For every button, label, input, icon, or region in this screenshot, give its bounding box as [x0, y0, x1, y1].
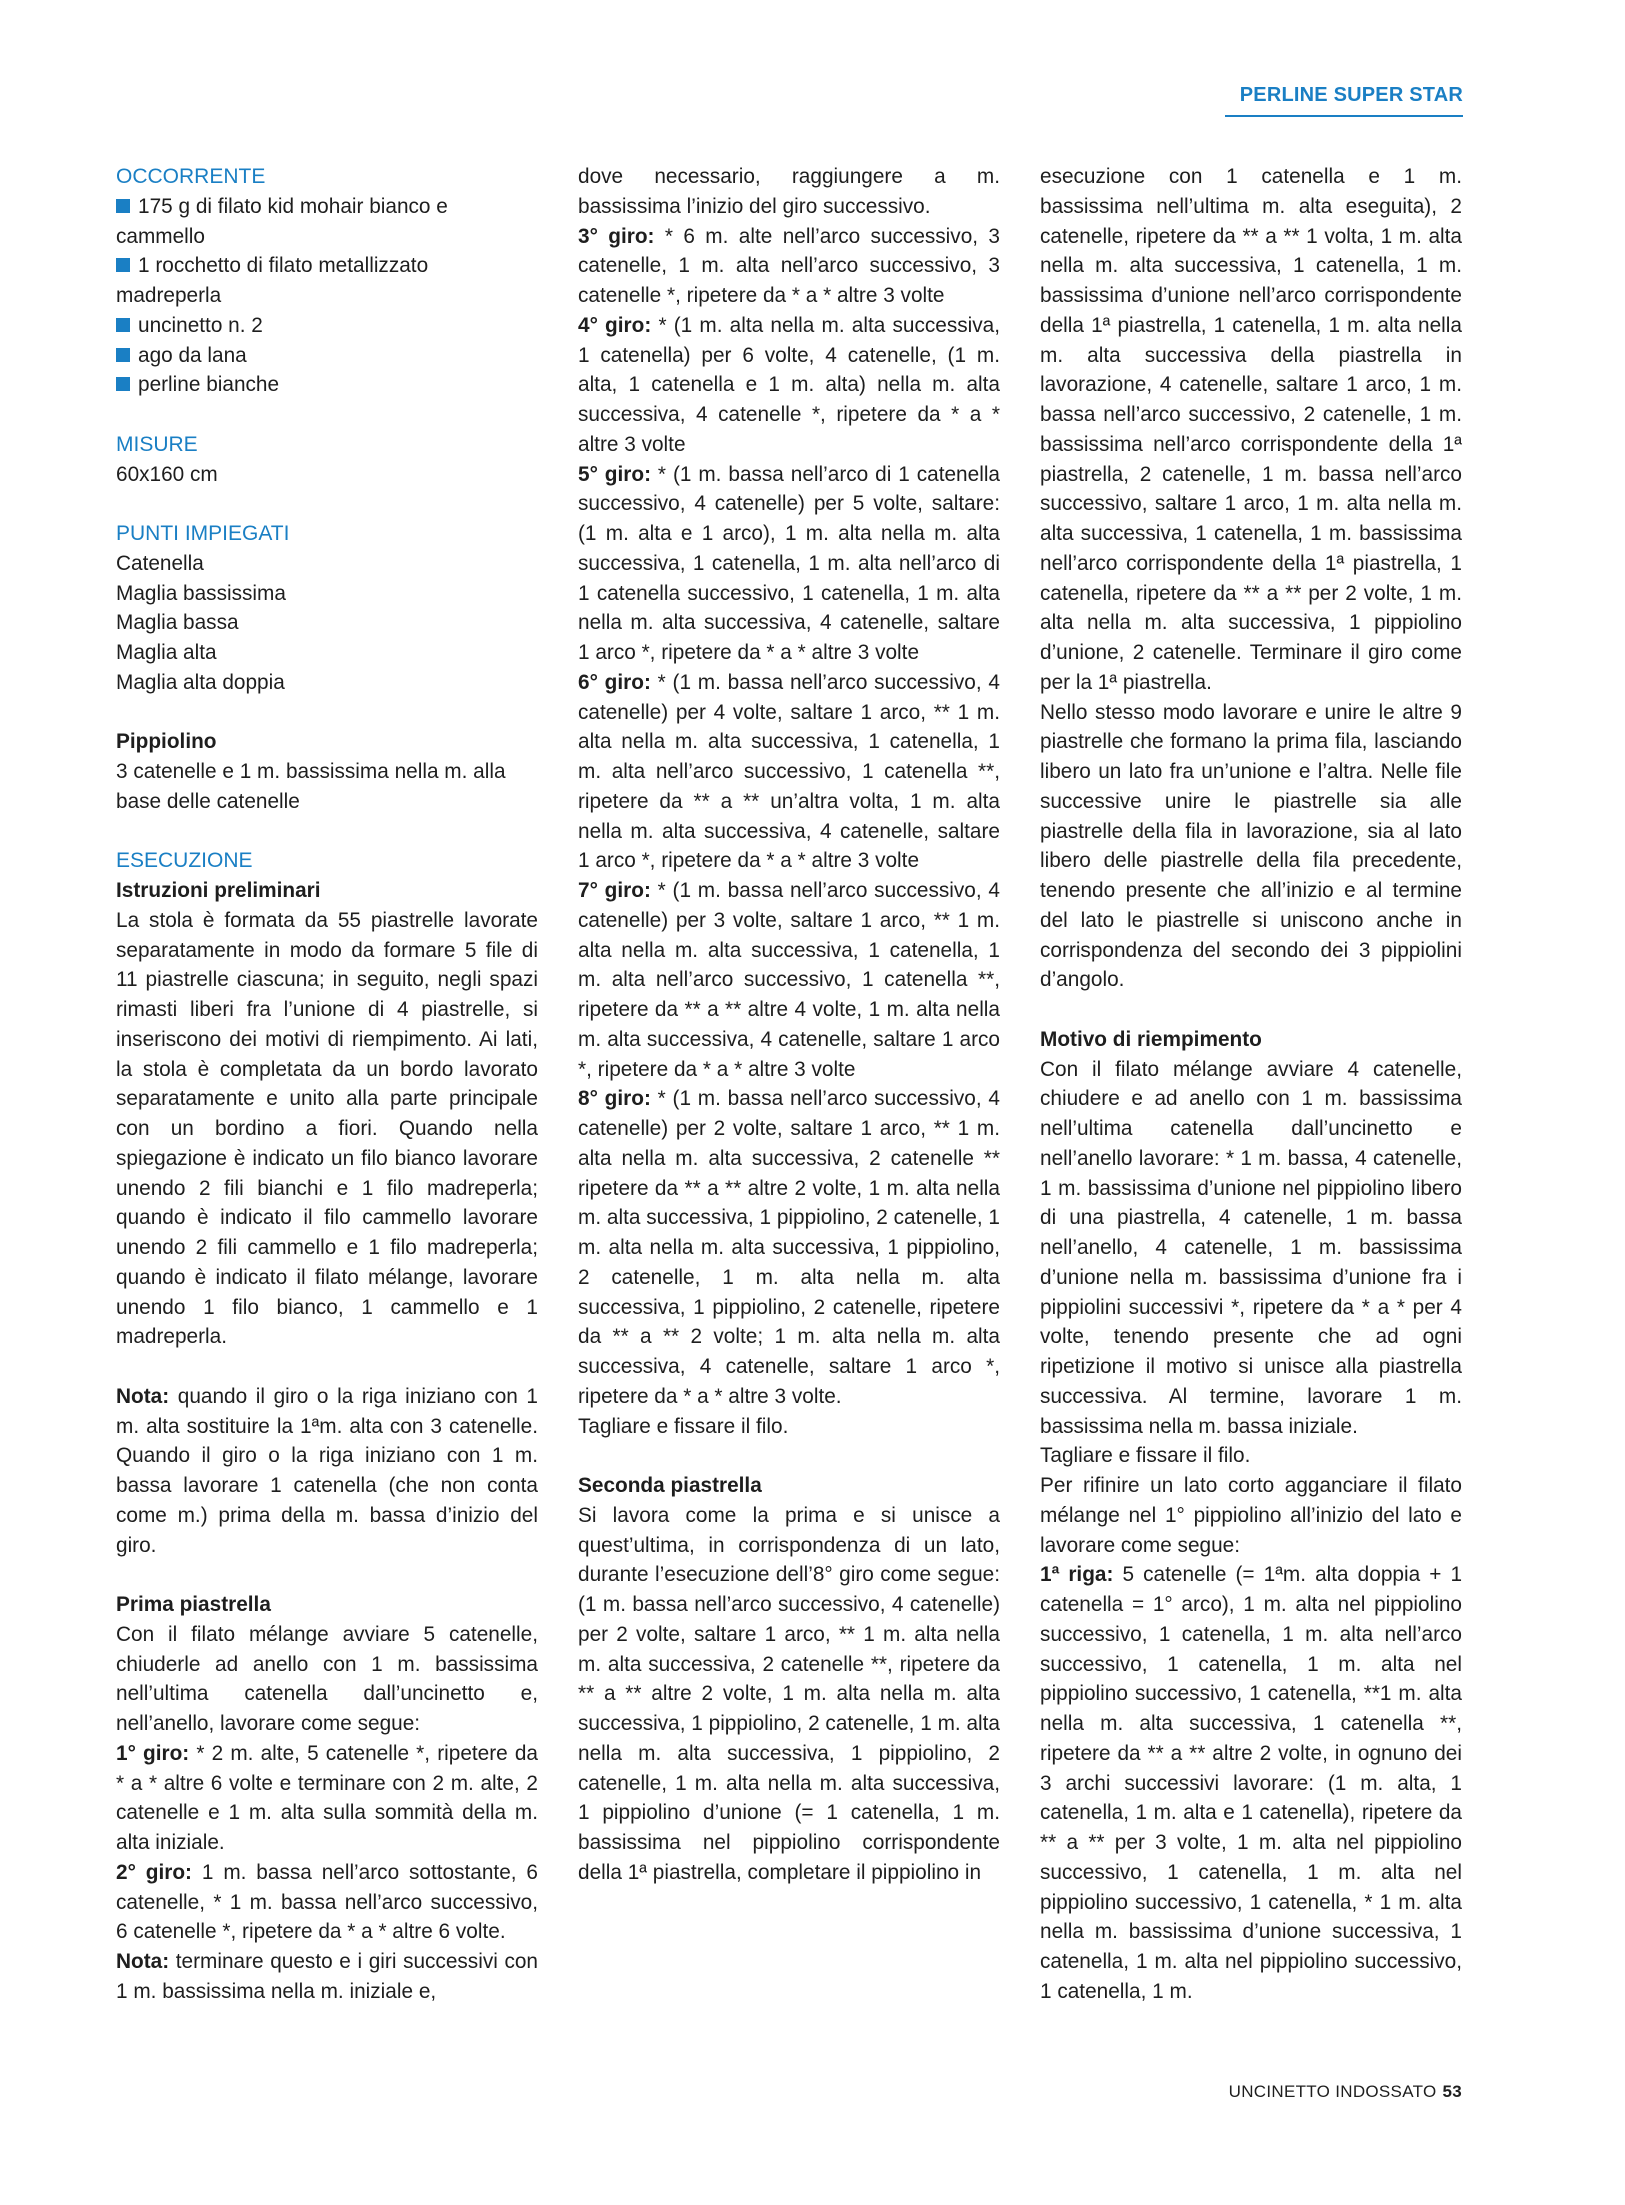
misure-heading: MISURE [116, 432, 198, 456]
material-item: uncinetto n. 2 [116, 311, 538, 341]
giro-6: 6° giro: * (1 m. bassa nell’arco successivo, 4 catenelle) per 4 volte, saltare 1 arco, ** 1 m. alta nella m. alta successiva, 1 catenella, 1 m. alta nell’arco successivo, 1 catenella **, ripetere da ** a ** un’altra volta, 1 m. alta nella m. alta successiva, 4 catenelle, saltare 1 arco *, ripetere da * a * altre 3 volte [578, 670, 1000, 873]
continuation-text: dove necessario, raggiungere a m. bassissima l’inizio del giro successivo. [578, 165, 1000, 218]
header-title: PERLINE SUPER STAR [1239, 84, 1463, 106]
page-number: 53 [1442, 2082, 1462, 2101]
material-item: perline bianche [116, 370, 538, 400]
giro-2: 2° giro: 1 m. bassa nell’arco sottostante, 6 catenelle, * 1 m. bassa nell’arco successivo, 6 catenelle *, ripetere da * a * altre 6 volte. [116, 1860, 538, 1944]
punti-heading: PUNTI IMPIEGATI [116, 522, 290, 545]
column-2 [578, 162, 1000, 1888]
material-item: ago da lana [116, 341, 538, 371]
continuation-text: esecuzione con 1 catenella e 1 m. bassissima nell’ultima m. alta eseguita), 2 catenelle, ripetere da ** a ** 1 volta, 1 m. alta nella m. alta successiva, 1 catenella, 1 m. bassissima d’unione nell’arco corrispondente della 1ª piastrella, 1 catenella, 1 m. alta nella m. alta successiva della piastrella in lavorazione, 4 catenelle, saltare 1 arco, 1 m. bassa nell’arco successivo, 2 catenelle, 1 m. bassissima nell’arco corrispondente della 1ª piastrella, 2 catenelle, 1 m. bassa nell’arco successivo, saltare 1 arco, 1 m. alta nella m. alta successiva, 1 catenella, 1 m. bassissima nell’arco corrispondente della 1ª piastrella, 1 catenella, ripetere da ** a ** per 2 volte, 1 m. alta nella m. alta successiva, 1 pippiolino d’unione, 2 catenelle. Terminare il giro come per la 1ª piastrella. [1040, 165, 1462, 694]
giro-5: 5° giro: * (1 m. bassa nell’arco di 1 catenella successivo, 4 catenelle) per 5 volte, saltare: (1 m. alta e 1 arco), 1 m. alta nella m. alta successiva, 1 catenella, 1 m. alta nell’arco di 1 catenella successivo, 1 catenella, 1 m. alta nella m. alta successiva, 4 catenelle, saltare 1 arco *, ripetere da * a * altre 3 volte [578, 462, 1000, 664]
punto-item: Maglia bassa [116, 611, 239, 635]
bullet-square-icon [116, 199, 130, 213]
istruzioni-text: La stola è formata da 55 piastrelle lavorate separatamente in modo da formare 5 file di 11 piastrelle ciascuna; in seguito, negli spazi rimasti liberi fra l’unione di 4 piastrelle, si inseriscono dei motivi di riempimento. Ai lati, la stola è completata da un bordo lavorato separatamente e unito alla parte principale con un bordino a fiori. Quando nella spiegazione è indicato un filo bianco lavorare unendo 2 fili bianchi e 1 filo madreperla; quando è indicato il filo cammello lavorare unendo 2 fili cammello e 1 filo madreperla; quando è indicato il filato mélange, lavorare unendo 1 filo bianco, 1 cammello e 1 madreperla. [116, 908, 538, 1349]
nota-paragraph: Nota: quando il giro o la riga iniziano con 1 m. alta sostituire la 1ªm. alta con 3 catenelle. Quando il giro o la riga iniziano con 1 m. bassa lavorare 1 catenella (che non conta come m.) prima della m. bassa d’inizio del giro. [116, 1384, 538, 1557]
nota-paragraph: Nota: terminare questo e i giri successivi con 1 m. bassissima nella m. iniziale e, [116, 1950, 538, 2003]
rifinire-text: Per rifinire un lato corto agganciare il filato mélange nel 1° pippiolino all’inizio del lato e lavorare come segue: [1040, 1474, 1462, 1557]
giro-7: 7° giro: * (1 m. bassa nell’arco successivo, 4 catenelle) per 3 volte, saltare 1 arco, ** 1 m. alta nella m. alta successiva, 1 catenella, 1 m. alta nell’arco successivo, 1 catenella **, ripetere da ** a ** altre 4 volte, 1 m. alta nella m. alta successiva, 4 catenelle, saltare 1 arco *, ripetere da * a * altre 3 volte [578, 879, 1000, 1081]
footer-label: UNCINETTO INDOSSATO [1228, 2082, 1437, 2101]
pippiolino-text: 3 catenelle e 1 m. bassissima nella m. alla base delle catenelle [116, 760, 506, 813]
occorrente-heading: OCCORRENTE [116, 165, 266, 188]
page-footer [1229, 2082, 1462, 2102]
bullet-square-icon [116, 258, 130, 272]
column-1 [116, 162, 538, 2007]
motivo-heading: Motivo di riempimento [1040, 1027, 1262, 1051]
pippiolino-heading: Pippiolino [116, 730, 217, 754]
material-item: 1 rocchetto di filato metallizzato madreperla [116, 254, 429, 307]
esecuzione-heading: ESECUZIONE [116, 849, 253, 873]
material-item: 175 g di filato kid mohair bianco e cammello [116, 194, 448, 248]
punto-item: Catenella [116, 551, 204, 575]
header-rule [1225, 115, 1463, 117]
motivo-text: Con il filato mélange avviare 4 catenelle, chiudere e ad anello con 1 m. bassissima nell’ultima catenella dall’uncinetto e nell’anello lavorare: * 1 m. bassa, 4 catenelle, 1 m. bassissima d’unione nel pippiolino libero di una piastrella, 4 catenelle, 1 m. bassa nell’anello, 4 catenelle, 1 m. bassissima d’unione nella m. bassissima d’unione fra i pippiolini successivi *, ripetere da * a * per 4 volte, tenendo presente che ad ogni ripetizione il motivo si unisce alla piastrella successiva. Al termine, lavorare 1 m. bassissima nella m. bassa iniziale. [1040, 1057, 1462, 1438]
seconda-piastrella-text: Si lavora come la prima e si unisce a quest’ultima, in corrispondenza di un lato, durante l’esecuzione dell’8° giro come segue: (1 m. bassa nell’arco successivo, 4 catenelle) per 2 volte, saltare 1 arco, ** 1 m. alta nella m. alta successiva, 2 catenelle **, ripetere da ** a ** altre 2 volte, 1 m. alta nella m. alta successiva, 1 pippiolino, 2 catenelle, 1 m. alta nella m. alta successiva, 1 pippiolino, 2 catenelle, 1 m. alta nella m. alta successiva, 1 pippiolino d’unione (= 1 catenella, 1 m. bassissima nel pippiolino corrispondente della 1ª piastrella, completare il pippiolino in [578, 1503, 1000, 1884]
bullet-square-icon [116, 377, 130, 391]
punto-item: Maglia alta [116, 641, 217, 664]
riga-1: 1ª riga: 5 catenelle (= 1ªm. alta doppia + 1 catenella = 1° arco), 1 m. alta nel pippiolino successivo, 1 catenella, 1 m. alta nell’arco successivo, 1 catenella, 1 m. alta nel pippiolino successivo, 1 catenella, **1 m. alta nella m. alta successiva, 1 catenella **, ripetere da ** a ** altre 2 volte, in ognuno dei 3 archi successivi lavorare: (1 m. alta, 1 catenella, 1 m. alta e 1 catenella), ripetere da ** a ** per 3 volte, 1 m. alta nel pippiolino successivo, 1 catenella, 1 m. alta nel pippiolino successivo, 1 catenella, * 1 m. alta nella m. bassissima d’unione successiva, 1 catenella, 1 m. alta nel pippiolino successivo, 1 catenella, 1 m. [1040, 1563, 1463, 2003]
giro-3: 3° giro: * 6 m. alte nell’arco successivo, 3 catenelle, 1 m. alta nell’arco successivo, 3 catenelle *, ripetere da * a * altre 3 volte [578, 224, 1000, 307]
giro-1: 1° giro: * 2 m. alte, 5 catenelle *, ripetere da * a * altre 6 volte e terminare con 2 m. alte, 2 catenelle e 1 m. alta sulla sommità della m. alta iniziale. [116, 1741, 539, 1854]
prima-piastrella-text: Con il filato mélange avviare 5 catenelle, chiuderle ad anello con 1 m. bassissima nell’ultima catenella dall’uncinetto e, nell’anello, lavorare come segue: [116, 1622, 538, 1735]
istruzioni-heading: Istruzioni preliminari [116, 879, 321, 902]
bullet-square-icon [116, 348, 130, 362]
giro-8: 8° giro: * (1 m. bassa nell’arco successivo, 4 catenelle) per 2 volte, saltare 1 arco, ** 1 m. alta nella m. alta successiva, 2 catenelle ** ripetere da ** a ** altre 2 volte, 1 m. alta nella m. alta successiva, 1 pippiolino, 2 catenelle, 1 m. alta nella m. alta successiva, 1 pippiolino, 2 catenelle, 1 m. alta nella m. alta successiva, 1 pippiolino, 2 catenelle, ripetere da ** a ** 2 volte; 1 m. alta nella m. alta successiva, 4 catenelle, saltare 1 arco *, ripetere da * a * altre 3 volte. [578, 1087, 1000, 1408]
tagliare-text: Tagliare e fissare il filo. [1040, 1444, 1251, 1468]
punto-item: Maglia alta doppia [116, 670, 285, 694]
punto-item: Maglia bassissima [116, 581, 286, 605]
misure-value: 60x160 cm [116, 462, 218, 486]
bullet-square-icon [116, 318, 130, 332]
stesso-modo-text: Nello stesso modo lavorare e unire le altre 9 piastrelle che formano la prima fila, lasciando libero un lato fra un’unione e l’altra. Nelle file successive unire le piastrelle sia alle piastrelle della fila in lavorazione, sia al lato libero delle piastrelle della fila precedente, tenendo presente che all’inizio e al termine del lato le piastrelle si uniscono anche in corrispondenza del secondo dei 3 pippiolini d’angolo. [1040, 700, 1462, 992]
seconda-piastrella-heading: Seconda piastrella [578, 1474, 762, 1497]
giro-4: 4° giro: * (1 m. alta nella m. alta successiva, 1 catenella) per 6 volte, 4 catenelle, (1 m. alta, 1 catenella e 1 m. alta) nella m. alta successiva, 4 catenelle *, ripetere da * a * altre 3 volte [578, 313, 1000, 456]
column-3 [1040, 162, 1462, 2007]
prima-piastrella-heading: Prima piastrella [116, 1593, 271, 1616]
tagliare-text: Tagliare e fissare il filo. [578, 1414, 789, 1438]
